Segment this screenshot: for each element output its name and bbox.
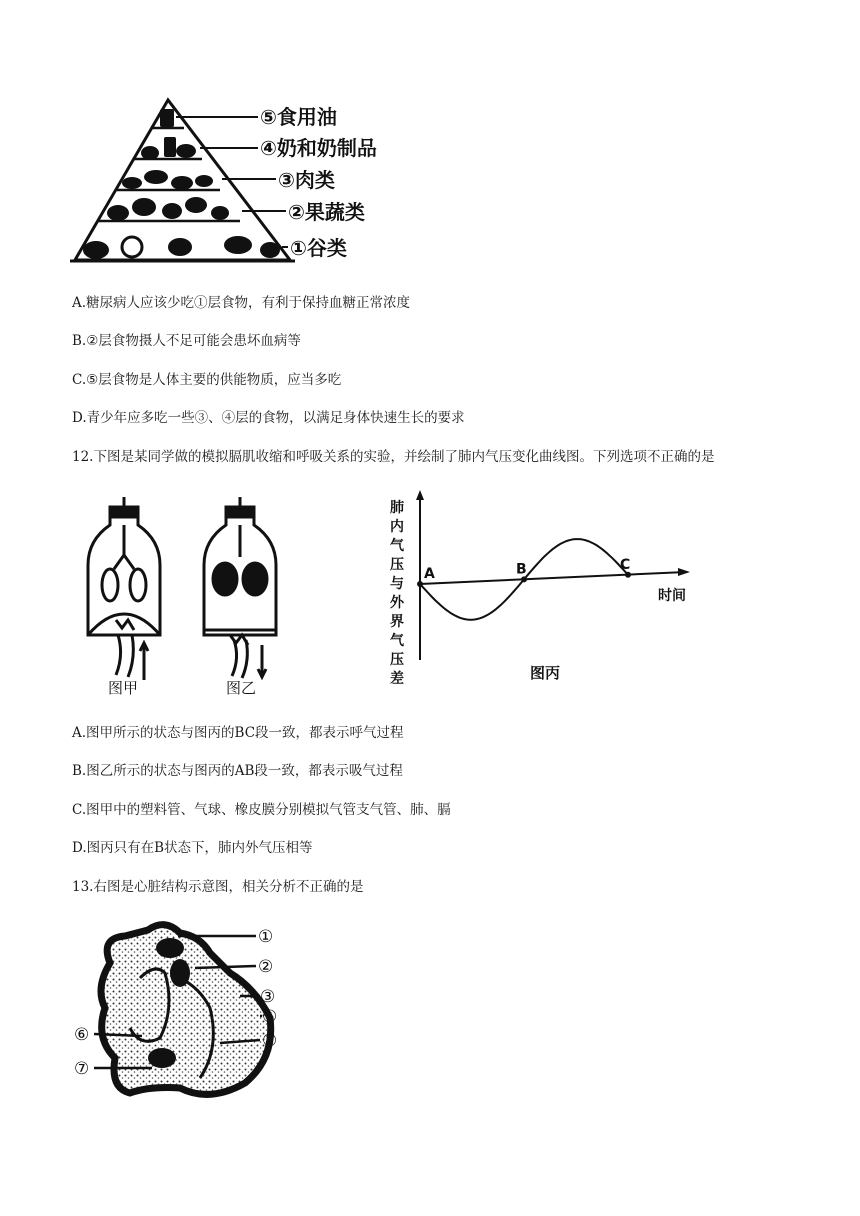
x-axis-label: 时间 [658,588,686,604]
heart-structure-figure [70,918,300,1103]
point-label-A: A [424,566,435,582]
q11-option-c: C.⑤层食物是人体主要的供能物质，应当多吃 [72,372,342,388]
heart-label-1: ① [258,927,274,947]
fig-yi-label: 图乙 [226,679,257,697]
bell-jar-figures [78,495,318,700]
food-pyramid-figure [60,95,420,270]
pressure-difference-chart [380,488,700,688]
heart-label-3: ③ [260,987,276,1007]
heart-label-7: ⑦ [74,1059,90,1079]
bell-jar-yi [204,497,276,678]
x-axis [420,572,686,584]
q12-option-c: C.图甲中的塑料管、气球、橡皮膜分别模拟气管支气管、肺、膈 [72,802,451,818]
heart-label-4: ④ [262,1007,278,1027]
q12-option-b: B.图乙所示的状态与图丙的AB段一致，都表示吸气过程 [72,763,403,779]
pyramid-label-2: ②果蔬类 [288,200,365,224]
y-axis-label: 肺内气压与外界气压差 [390,500,404,687]
q12-option-a: A.图甲所示的状态与图丙的BC段一致，都表示呼气过程 [72,725,404,741]
pyramid-label-4: ④奶和奶制品 [260,136,377,160]
heart-label-5: ⑤ [262,1031,278,1051]
pyramid-label-1: ①谷类 [290,236,347,260]
point-label-C: C [620,556,631,573]
fig-jia-label: 图甲 [108,679,139,697]
q11-option-a: A.糖尿病人应该少吃①层食物，有利于保持血糖正常浓度 [72,295,411,311]
point-label-B: B [516,561,527,578]
heart-label-2: ② [258,957,274,977]
heart-label-6: ⑥ [74,1025,90,1045]
bell-jar-jia [88,497,160,680]
pyramid-label-5: ⑤食用油 [260,105,337,129]
q11-option-d: D.青少年应多吃一些③、④层的食物，以满足身体快速生长的要求 [72,410,465,426]
pyramid-label-3: ③肉类 [278,168,335,192]
q12-stem: 12.下图是某同学做的模拟膈肌收缩和呼吸关系的实验，并绘制了肺内气压变化曲线图。下列选项不正确的是 [72,449,715,465]
q12-option-d: D.图丙只有在B状态下，肺内外气压相等 [72,840,313,856]
q11-option-b: B.②层食物摄人不足可能会患坏血病等 [72,333,301,349]
chart-title: 图丙 [530,664,561,682]
point-A [417,581,423,587]
q13-stem: 13.右图是心脏结构示意图，相关分析不正确的是 [72,879,364,895]
